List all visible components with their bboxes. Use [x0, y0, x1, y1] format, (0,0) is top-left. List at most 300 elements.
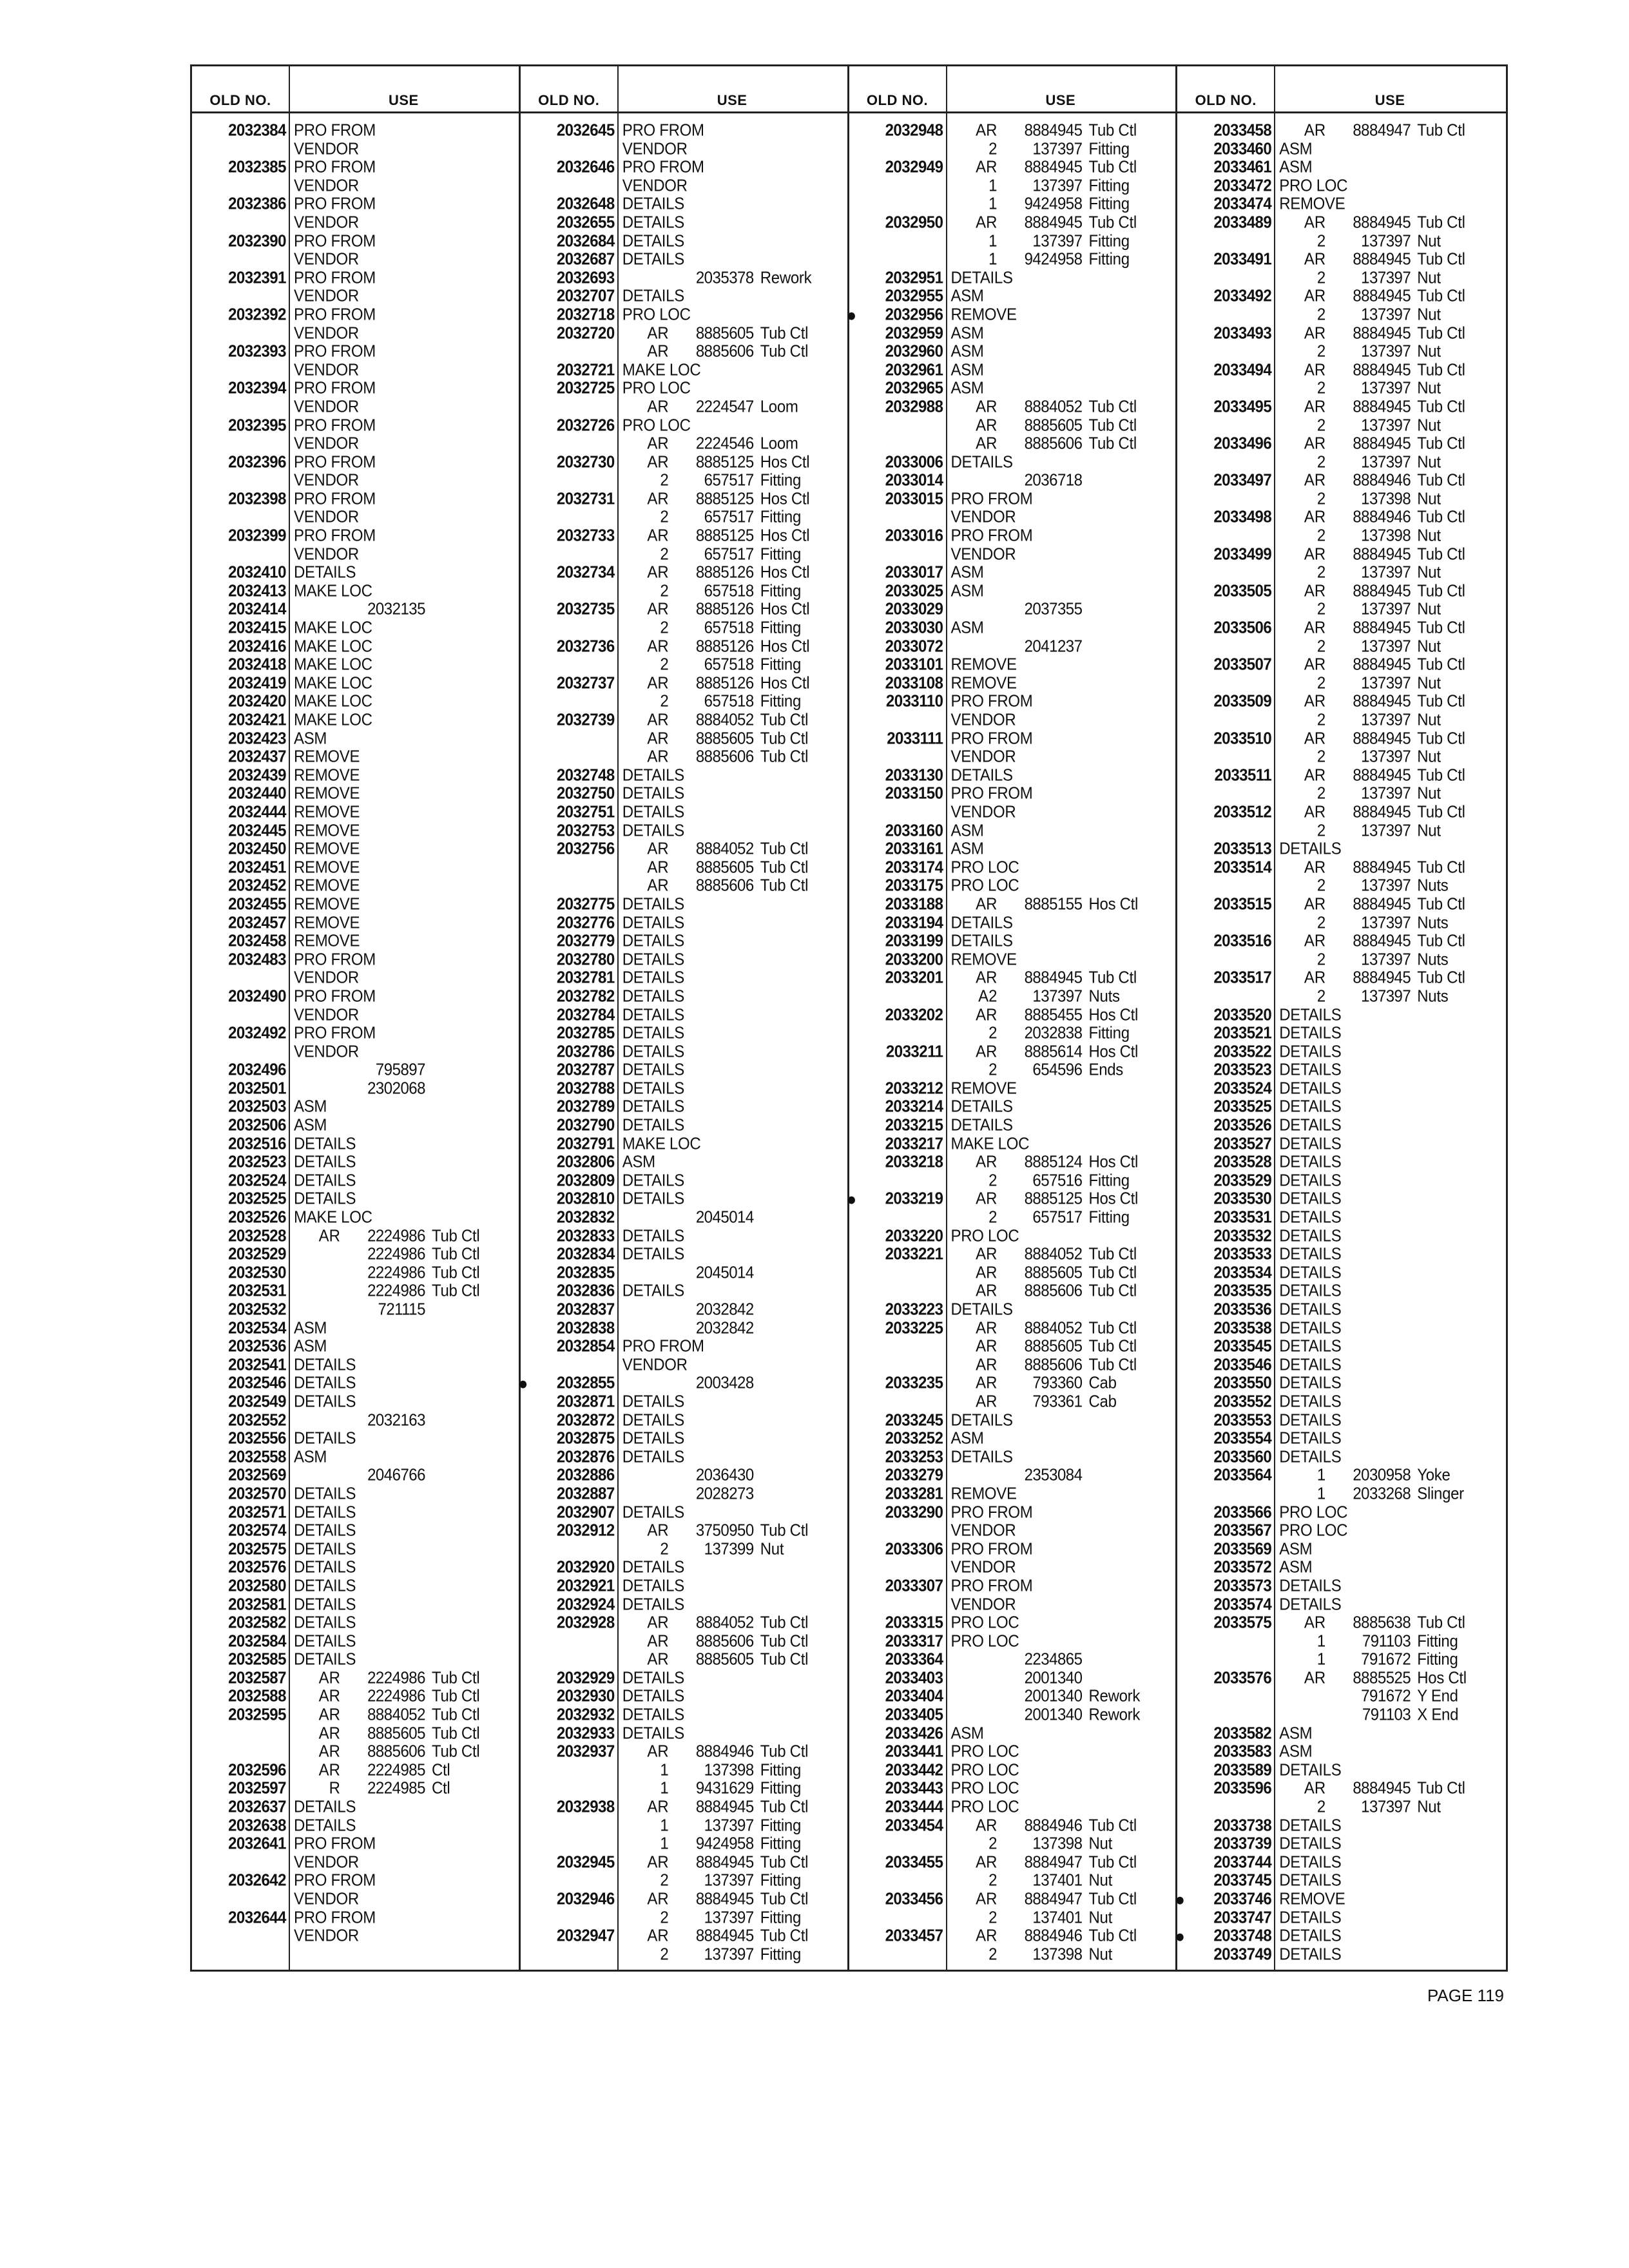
quantity: AR: [976, 158, 998, 177]
table-row: [192, 526, 519, 546]
table-row: [849, 950, 1176, 970]
part-number: 2302068: [367, 1079, 425, 1098]
table-row: [192, 895, 519, 914]
part-description: Tub Ctl: [760, 729, 809, 748]
old-number: 2032444: [228, 802, 286, 822]
part-number: 8884945: [1353, 858, 1411, 877]
old-number: 2033527: [1213, 1134, 1272, 1153]
old-number: 2032450: [228, 840, 286, 858]
part-number: 2224986: [367, 1263, 425, 1282]
table-row: [521, 803, 847, 822]
table-row: [192, 545, 519, 564]
part-description: Tub Ctl: [760, 323, 809, 343]
table-row: [192, 398, 519, 417]
part-description: Tub Ctl: [760, 1890, 809, 1908]
old-number: 2033317: [885, 1631, 943, 1651]
use-text: DETAILS: [622, 1724, 684, 1743]
old-number: 2033225: [885, 1318, 943, 1338]
old-number: 2033494: [1213, 360, 1272, 380]
table-row: [849, 361, 1176, 380]
table-row: [521, 342, 847, 361]
part-number: 657516: [1032, 1171, 1083, 1190]
table-row: [192, 1890, 519, 1909]
part-description: Fitting: [1417, 1631, 1458, 1651]
quantity: AR: [1304, 1779, 1326, 1798]
old-number: 2032855: [556, 1374, 615, 1392]
use-text: VENDOR: [294, 1927, 359, 1945]
part-description: Fitting: [760, 508, 802, 527]
use-text: DETAILS: [622, 1706, 684, 1724]
table-row: [192, 1577, 519, 1596]
table-row: [849, 1632, 1176, 1651]
quantity: 2: [988, 1908, 998, 1927]
table-row: [521, 1135, 847, 1154]
old-number: 2033517: [1213, 968, 1272, 987]
part-description: Nut: [1417, 268, 1441, 287]
table-row: [849, 1687, 1176, 1706]
use-text: VENDOR: [294, 323, 359, 343]
table-row: [521, 1392, 847, 1412]
quantity: AR: [647, 1890, 669, 1908]
old-number: 2033281: [885, 1484, 943, 1503]
old-number: 2033520: [1213, 1005, 1272, 1024]
table-row: [1177, 1024, 1506, 1043]
quantity: AR: [647, 1798, 669, 1816]
quantity: AR: [318, 1668, 340, 1687]
part-number: 137401: [1032, 1871, 1083, 1890]
part-description: Tub Ctl: [1088, 1816, 1137, 1835]
bullet-marker: ●: [846, 304, 857, 325]
part-number: 8884947: [1024, 1852, 1083, 1872]
part-number: 8885606: [1024, 434, 1083, 453]
part-number: 8884945: [1353, 213, 1411, 232]
part-number: 137397: [1361, 913, 1411, 932]
quantity: AR: [976, 1852, 998, 1872]
table-row: [1177, 747, 1506, 767]
part-description: Hos Ctl: [760, 637, 810, 656]
quantity: AR: [1304, 729, 1326, 748]
quantity: 2: [660, 655, 669, 674]
quantity: AR: [647, 434, 669, 453]
table-row: [521, 490, 847, 509]
old-number: 2033130: [885, 765, 943, 785]
quantity: 2: [1316, 950, 1326, 969]
part-number: 2224986: [367, 1226, 425, 1245]
part-description: X End: [1417, 1706, 1459, 1724]
old-number: 2032445: [228, 821, 286, 840]
old-number: 2033526: [1213, 1116, 1272, 1135]
part-description: Fitting: [760, 1779, 802, 1798]
part-number: 2224986: [367, 1668, 425, 1687]
table-row: [1177, 914, 1506, 933]
part-description: Loom: [760, 434, 798, 453]
table-row: [192, 582, 519, 601]
table-row: [521, 600, 847, 619]
use-text: DETAILS: [950, 1300, 1013, 1319]
table-row: [1177, 232, 1506, 251]
old-number: 2032787: [556, 1061, 615, 1079]
quantity: AR: [647, 342, 669, 361]
part-description: Nut: [1417, 342, 1441, 361]
use-text: REMOVE: [1279, 195, 1345, 213]
quantity: AR: [647, 1521, 669, 1540]
part-number: 2045014: [695, 1208, 754, 1227]
old-number: 2033017: [885, 563, 943, 582]
quantity: AR: [1304, 619, 1326, 637]
part-description: Fitting: [760, 544, 802, 564]
table-row: [1177, 1779, 1506, 1798]
quantity: 1: [1316, 1650, 1326, 1669]
table-row: [521, 582, 847, 601]
use-text: REMOVE: [294, 802, 360, 822]
quantity: AR: [976, 1153, 998, 1171]
table-row: [849, 1337, 1176, 1356]
table-row: [849, 1945, 1176, 1965]
use-text: REMOVE: [294, 876, 360, 895]
table-row: [521, 1908, 847, 1928]
table-row: [849, 784, 1176, 803]
quantity: AR: [976, 1890, 998, 1908]
table-row: [1177, 1816, 1506, 1836]
table-row: [192, 1540, 519, 1559]
part-description: Tub Ctl: [1417, 360, 1465, 380]
table-row: [192, 1908, 519, 1928]
old-number: 2032739: [556, 711, 615, 729]
old-number: 2032960: [885, 342, 943, 361]
part-number: 2001340: [1024, 1668, 1083, 1687]
part-description: Hos Ctl: [760, 489, 810, 508]
part-number: 8885455: [1024, 1005, 1083, 1024]
old-number: 2033582: [1213, 1724, 1272, 1743]
part-description: Hos Ctl: [760, 452, 810, 472]
quantity: 1: [1316, 1466, 1326, 1485]
part-number: 8884945: [1353, 968, 1411, 987]
use-text: VENDOR: [294, 176, 359, 195]
quantity: 2: [1316, 711, 1326, 729]
old-number: 2032531: [228, 1282, 286, 1301]
part-number: 8885605: [695, 1650, 754, 1669]
part-number: 8885605: [1024, 416, 1083, 435]
table-row: [849, 1061, 1176, 1080]
table-row: [1177, 1890, 1506, 1909]
old-number: 2032419: [228, 673, 286, 693]
part-description: Hos Ctl: [1088, 1153, 1139, 1171]
table-row: [1177, 1871, 1506, 1890]
quantity: 2: [988, 1208, 998, 1227]
part-number: 8885126: [695, 600, 754, 619]
table-row: [192, 1779, 519, 1798]
part-number: 137397: [704, 1816, 754, 1835]
table-row: [521, 1687, 847, 1706]
part-number: 137397: [704, 1908, 754, 1927]
table-row: [192, 692, 519, 711]
part-number: 137398: [704, 1760, 754, 1780]
part-number: 8884945: [695, 1798, 754, 1816]
table-row: [849, 876, 1176, 896]
use-text: DETAILS: [294, 1153, 356, 1171]
use-text: ASM: [950, 379, 984, 398]
use-text: DETAILS: [294, 1521, 356, 1540]
table-row: [849, 1669, 1176, 1688]
old-number: 2033455: [885, 1852, 943, 1872]
part-number: 9431629: [695, 1779, 754, 1798]
old-number: 2032580: [228, 1576, 286, 1595]
table-row: [521, 711, 847, 730]
old-number: 2032779: [556, 932, 615, 950]
part-number: 2032163: [367, 1410, 425, 1430]
table-row: [192, 822, 519, 841]
parts-table: [190, 64, 1508, 1972]
table-row: [849, 250, 1176, 269]
part-number: 8884945: [1353, 287, 1411, 305]
old-number: 2033745: [1213, 1871, 1272, 1890]
use-text: DETAILS: [294, 1503, 356, 1522]
part-description: Nut: [1417, 305, 1441, 324]
table-row: [1177, 1043, 1506, 1062]
table-row: [192, 1171, 519, 1191]
table-row: [1177, 1392, 1506, 1412]
table-row: [521, 379, 847, 398]
part-description: Fitting: [1088, 250, 1130, 269]
table-row: [1177, 361, 1506, 380]
part-number: 8885638: [1353, 1613, 1411, 1632]
part-number: 8885525: [1353, 1668, 1411, 1687]
old-number: 2033497: [1213, 471, 1272, 490]
quantity: 1: [1316, 1484, 1326, 1503]
table-row: [192, 140, 519, 159]
table-row: [192, 1374, 519, 1393]
part-number: 791672: [1361, 1687, 1411, 1706]
part-number: 795897: [375, 1061, 425, 1079]
use-text: DETAILS: [950, 765, 1013, 785]
part-number: 137397: [1361, 379, 1411, 398]
old-number: 2033472: [1213, 176, 1272, 195]
table-row: [521, 619, 847, 638]
quantity: 2: [1316, 600, 1326, 619]
old-number: 2032788: [556, 1079, 615, 1098]
old-number: 2032503: [228, 1097, 286, 1117]
quantity: AR: [1304, 397, 1326, 416]
old-number: 2032938: [556, 1798, 615, 1816]
table-row: [521, 1153, 847, 1172]
part-number: 8884946: [1024, 1816, 1083, 1835]
old-number: 2032949: [885, 158, 943, 177]
use-text: DETAILS: [622, 1503, 684, 1522]
part-description: Tub Ctl: [760, 840, 809, 858]
old-number: 2032832: [556, 1208, 615, 1227]
part-description: Tub Ctl: [1417, 692, 1465, 711]
old-number: 2032836: [556, 1282, 615, 1301]
table-row: [192, 1669, 519, 1688]
use-text: DETAILS: [1279, 840, 1342, 858]
use-text: DETAILS: [1279, 1816, 1342, 1835]
old-number: 2032396: [228, 452, 286, 472]
old-number: 2032721: [556, 360, 615, 380]
table-row: [1177, 1061, 1506, 1080]
table-row: [521, 1319, 847, 1338]
old-number: 2032920: [556, 1558, 615, 1577]
old-number: 2033201: [885, 968, 943, 987]
use-text: DETAILS: [622, 1042, 684, 1061]
table-row: [1177, 766, 1506, 785]
part-description: Tub Ctl: [1417, 932, 1465, 950]
part-description: Tub Ctl: [1417, 802, 1465, 822]
table-row: [849, 324, 1176, 343]
quantity: AR: [1304, 323, 1326, 343]
table-row: [521, 1761, 847, 1780]
part-description: Cab: [1088, 1374, 1117, 1392]
table-row: [521, 1871, 847, 1890]
table-row: [849, 1595, 1176, 1615]
old-number: 2032726: [556, 416, 615, 435]
part-number: 8884945: [1353, 360, 1411, 380]
old-number: 2032648: [556, 195, 615, 213]
old-number: 2032569: [228, 1466, 286, 1485]
use-text: ASM: [1279, 1742, 1313, 1761]
part-description: Fitting: [760, 471, 802, 490]
table-row: [849, 655, 1176, 675]
part-number: 137398: [1361, 526, 1411, 545]
old-number: 2032780: [556, 950, 615, 969]
part-number: 791103: [1362, 1706, 1411, 1724]
use-text: DETAILS: [294, 1650, 356, 1669]
quantity: AR: [647, 637, 669, 656]
table-column-2: [517, 66, 849, 1970]
table-row: [1177, 1300, 1506, 1320]
table-row: [1177, 1577, 1506, 1596]
part-number: 137397: [1361, 416, 1411, 435]
part-description: Fitting: [760, 1908, 802, 1927]
old-number: 2032786: [556, 1042, 615, 1061]
table-row: [192, 1650, 519, 1669]
part-number: 8884052: [695, 1613, 754, 1632]
use-text: DETAILS: [1279, 1097, 1342, 1117]
table-row: [1177, 121, 1506, 140]
part-number: 8884946: [1024, 1927, 1083, 1945]
old-number: 2032887: [556, 1484, 615, 1503]
old-number: 2033194: [885, 913, 943, 932]
old-number: 2032529: [228, 1245, 286, 1264]
table-row: [849, 1853, 1176, 1872]
part-description: Tub Ctl: [1417, 894, 1465, 914]
part-number: 8884947: [1024, 1890, 1083, 1908]
use-text: DETAILS: [1279, 1116, 1342, 1135]
use-text: REMOVE: [294, 747, 360, 766]
old-number: 2032546: [228, 1374, 286, 1392]
old-number: 2033454: [885, 1816, 943, 1835]
old-number: 2033221: [885, 1245, 943, 1264]
use-text: VENDOR: [294, 139, 359, 159]
quantity: AR: [318, 1706, 340, 1724]
table-row: [521, 1945, 847, 1965]
part-description: Tub Ctl: [760, 1927, 809, 1945]
use-text: DETAILS: [1279, 1318, 1342, 1338]
old-number: 2032393: [228, 342, 286, 361]
old-number: 2032750: [556, 784, 615, 803]
table-row: [192, 1264, 519, 1283]
table-row: [849, 1245, 1176, 1264]
table-row: [192, 416, 519, 436]
old-number: 2032541: [228, 1355, 286, 1374]
table-row: [849, 1024, 1176, 1043]
table-row: [849, 269, 1176, 288]
old-number: 2033161: [885, 840, 943, 858]
quantity: AR: [976, 397, 998, 416]
table-row: [192, 987, 519, 1006]
quantity: AR: [647, 1650, 669, 1669]
use-text: VENDOR: [294, 1890, 359, 1908]
quantity: 2: [1316, 452, 1326, 472]
use-text: DETAILS: [622, 784, 684, 803]
use-text: ASM: [294, 1337, 327, 1356]
old-number: 2032872: [556, 1410, 615, 1430]
part-number: 8884945: [1353, 544, 1411, 564]
part-description: Fitting: [760, 655, 802, 674]
table-row: [1177, 1927, 1506, 1946]
table-row: [521, 250, 847, 269]
old-number: 2032384: [228, 121, 286, 140]
old-number: 2032947: [556, 1927, 615, 1945]
use-text: DETAILS: [1279, 1429, 1342, 1448]
table-row: [521, 1429, 847, 1448]
old-number: 2032871: [556, 1392, 615, 1411]
use-text: PRO LOC: [950, 1798, 1019, 1816]
table-row: [192, 932, 519, 951]
quantity: AR: [976, 894, 998, 914]
part-number: 8884052: [695, 840, 754, 858]
part-number: 654596: [1032, 1061, 1083, 1079]
table-row: [1177, 1540, 1506, 1559]
part-description: Tub Ctl: [1417, 287, 1465, 305]
use-text: DETAILS: [622, 1189, 684, 1209]
part-description: Tub Ctl: [1417, 619, 1465, 637]
table-row: [849, 379, 1176, 398]
table-row: [1177, 563, 1506, 582]
table-row: [521, 1632, 847, 1651]
part-number: 8884945: [695, 1852, 754, 1872]
part-description: Fitting: [760, 1834, 802, 1853]
use-text: REMOVE: [950, 305, 1017, 324]
quantity: AR: [647, 876, 669, 895]
table-row: [521, 1724, 847, 1744]
part-number: 137397: [1361, 1798, 1411, 1816]
use-text: PRO LOC: [1279, 1521, 1348, 1540]
use-text: DETAILS: [294, 1484, 356, 1503]
use-text: PRO FROM: [950, 1576, 1033, 1595]
part-description: Tub Ctl: [760, 876, 809, 895]
use-text: ASM: [294, 1097, 327, 1117]
page-number: PAGE 119: [1427, 1986, 1504, 2005]
table-row: [1177, 784, 1506, 803]
table-row: [192, 1282, 519, 1301]
part-description: Fitting: [1088, 1171, 1130, 1190]
use-text: DETAILS: [1279, 1226, 1342, 1245]
part-number: 8884945: [1353, 765, 1411, 785]
old-number: 2033511: [1214, 765, 1272, 785]
use-header: USE: [717, 92, 747, 108]
part-number: 137397: [1032, 176, 1083, 195]
use-text: VENDOR: [294, 968, 359, 987]
quantity: AR: [1304, 968, 1326, 987]
part-number: 137401: [1032, 1908, 1083, 1927]
table-row: [192, 1503, 519, 1523]
use-text: DETAILS: [622, 1687, 684, 1706]
quantity: AR: [1304, 360, 1326, 380]
old-number: 2032571: [228, 1503, 286, 1522]
part-description: Nut: [1417, 1798, 1441, 1816]
table-row: [849, 619, 1176, 638]
use-text: DETAILS: [1279, 1576, 1342, 1595]
